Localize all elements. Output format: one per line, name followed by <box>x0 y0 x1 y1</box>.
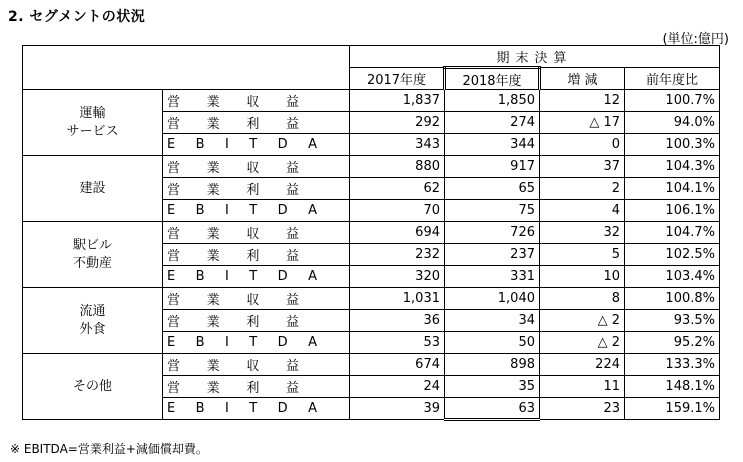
item-label <box>163 244 350 266</box>
value-2018: 65 <box>445 178 540 200</box>
segment-name-line: 駅ビル <box>72 237 112 253</box>
item-label <box>163 156 350 178</box>
value-2018: 75 <box>445 200 540 222</box>
value-ratio: 102.5% <box>625 244 720 266</box>
value-diff: 12 <box>540 90 625 112</box>
value-diff: 32 <box>540 222 625 244</box>
value-2017: 1,837 <box>350 90 445 112</box>
col-2018: 2018年度 <box>445 68 540 90</box>
item-label-text: E B I T D A <box>167 203 317 218</box>
value-2017: 232 <box>350 244 445 266</box>
value-ratio: 95.2% <box>625 332 720 354</box>
item-label-text: E B I T D A <box>167 401 317 416</box>
value-diff: 23 <box>540 398 625 420</box>
item-label-text: 営 業 利 益 <box>167 249 299 264</box>
table-row <box>23 222 720 244</box>
value-ratio: 104.1% <box>625 178 720 200</box>
footnote: ※ EBITDA=営業利益+減価償却費。 <box>10 442 208 456</box>
value-2017: 292 <box>350 112 445 134</box>
item-label <box>163 332 350 354</box>
item-label <box>163 398 350 420</box>
value-ratio: 103.4% <box>625 266 720 288</box>
value-diff: 37 <box>540 156 625 178</box>
value-diff: △ 2 <box>540 310 625 332</box>
table-row <box>23 354 720 376</box>
value-2018: 1,040 <box>445 288 540 310</box>
item-label-text: 営 業 利 益 <box>167 183 299 198</box>
value-diff: △ 2 <box>540 332 625 354</box>
item-label <box>163 376 350 398</box>
value-ratio: 100.7% <box>625 90 720 112</box>
value-diff: △ 17 <box>540 112 625 134</box>
item-label-text: E B I T D A <box>167 269 317 284</box>
value-2018: 34 <box>445 310 540 332</box>
header-group: 期末決算 <box>350 46 720 68</box>
segment-name-line: 不動産 <box>72 255 112 271</box>
value-ratio: 100.8% <box>625 288 720 310</box>
col-diff: 増 減 <box>540 68 625 90</box>
item-label-text: 営 業 収 益 <box>167 293 299 308</box>
item-label-text: 営 業 収 益 <box>167 95 299 110</box>
item-label <box>163 222 350 244</box>
segment-name-line: その他 <box>72 378 112 394</box>
value-2018: 35 <box>445 376 540 398</box>
segment-table <box>22 45 720 421</box>
value-diff: 0 <box>540 134 625 156</box>
value-ratio: 133.3% <box>625 354 720 376</box>
value-ratio: 106.1% <box>625 200 720 222</box>
value-2018: 63 <box>445 398 540 420</box>
value-diff: 5 <box>540 244 625 266</box>
item-label <box>163 90 350 112</box>
value-2017: 1,031 <box>350 288 445 310</box>
value-2018: 50 <box>445 332 540 354</box>
value-2017: 62 <box>350 178 445 200</box>
item-label <box>163 266 350 288</box>
value-2018: 237 <box>445 244 540 266</box>
item-label-text: E B I T D A <box>167 335 317 350</box>
header-blank <box>23 46 350 90</box>
item-label-text: 営 業 収 益 <box>167 227 299 242</box>
item-label-text: 営 業 収 益 <box>167 359 299 374</box>
value-ratio: 148.1% <box>625 376 720 398</box>
value-diff: 10 <box>540 266 625 288</box>
value-ratio: 100.3% <box>625 134 720 156</box>
value-ratio: 104.7% <box>625 222 720 244</box>
value-2017: 674 <box>350 354 445 376</box>
value-2017: 343 <box>350 134 445 156</box>
value-2017: 24 <box>350 376 445 398</box>
table-row <box>23 156 720 178</box>
value-2017: 694 <box>350 222 445 244</box>
item-label <box>163 310 350 332</box>
value-2017: 70 <box>350 200 445 222</box>
value-2018: 1,850 <box>445 90 540 112</box>
table-row <box>23 288 720 310</box>
item-label-text: 営 業 利 益 <box>167 315 299 330</box>
value-2018: 917 <box>445 156 540 178</box>
segment-name <box>23 288 163 354</box>
table-row <box>23 90 720 112</box>
item-label-text: 営 業 収 益 <box>167 161 299 176</box>
segment-name-line: 外食 <box>79 321 106 337</box>
value-2018: 344 <box>445 134 540 156</box>
segment-name <box>23 354 163 420</box>
value-diff: 224 <box>540 354 625 376</box>
item-label <box>163 288 350 310</box>
col-2017: 2017年度 <box>350 68 445 90</box>
item-label-text: E B I T D A <box>167 137 317 152</box>
segment-name-line: 建設 <box>79 180 106 196</box>
segment-name-line: 運輸 <box>79 105 106 121</box>
value-2017: 880 <box>350 156 445 178</box>
item-label-text: 営 業 利 益 <box>167 381 299 396</box>
segment-name <box>23 222 163 288</box>
item-label <box>163 354 350 376</box>
segment-name <box>23 156 163 222</box>
item-label <box>163 134 350 156</box>
segment-name-line: 流通 <box>79 303 106 319</box>
value-2017: 39 <box>350 398 445 420</box>
value-2018: 331 <box>445 266 540 288</box>
item-label <box>163 112 350 134</box>
segment-name <box>23 90 163 156</box>
value-ratio: 93.5% <box>625 310 720 332</box>
value-ratio: 104.3% <box>625 156 720 178</box>
value-diff: 4 <box>540 200 625 222</box>
value-2018: 898 <box>445 354 540 376</box>
value-diff: 11 <box>540 376 625 398</box>
col-ratio: 前年度比 <box>625 68 720 90</box>
section-title: 2. セグメントの状況 <box>8 9 146 25</box>
value-2017: 36 <box>350 310 445 332</box>
value-ratio: 159.1% <box>625 398 720 420</box>
segment-name-line: サービス <box>66 123 119 139</box>
item-label <box>163 178 350 200</box>
value-2017: 53 <box>350 332 445 354</box>
item-label <box>163 200 350 222</box>
item-label-text: 営 業 利 益 <box>167 117 299 132</box>
value-2018: 274 <box>445 112 540 134</box>
unit-label: (単位:億円) <box>662 32 729 47</box>
value-2018: 726 <box>445 222 540 244</box>
value-diff: 2 <box>540 178 625 200</box>
value-2017: 320 <box>350 266 445 288</box>
value-ratio: 94.0% <box>625 112 720 134</box>
value-diff: 8 <box>540 288 625 310</box>
